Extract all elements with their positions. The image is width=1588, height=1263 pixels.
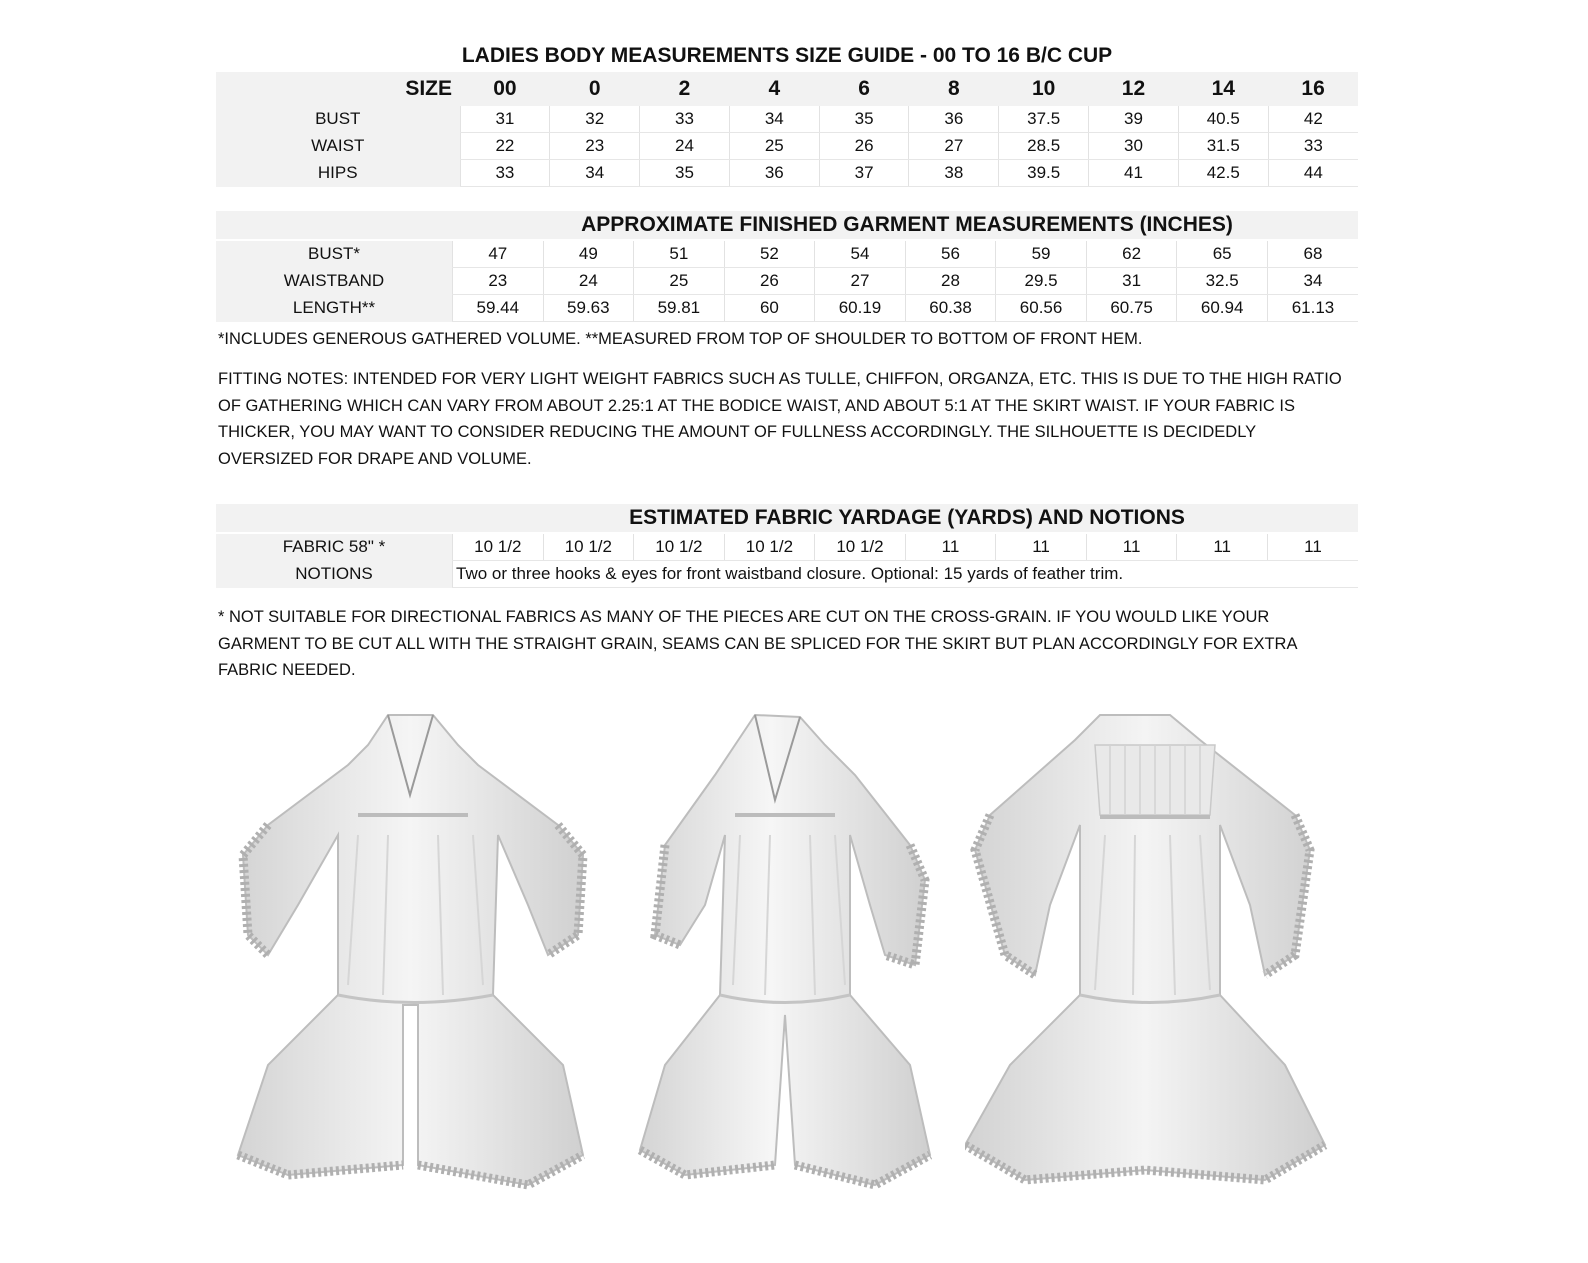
table-cell: 10 1/2 bbox=[634, 534, 725, 561]
table-cell: 61.13 bbox=[1267, 295, 1358, 322]
robe-front-illustration bbox=[228, 705, 600, 1195]
size-header: 10 bbox=[999, 72, 1089, 106]
table-cell: 35 bbox=[819, 106, 909, 133]
fitting-notes-line: OF GATHERING WHICH CAN VARY FROM ABOUT 2.25:1 AT THE BODICE WAIST, AND ABOUT 5:1 AT THE SKIRT WAIST. IF YOUR FABRIC IS bbox=[218, 396, 1296, 415]
table-cell: 11 bbox=[905, 534, 996, 561]
grain-note-line: * NOT SUITABLE FOR DIRECTIONAL FABRICS AS MANY OF THE PIECES ARE CUT ON THE CROSS-GRAIN. IF YOU WOULD LIKE YOUR bbox=[218, 608, 1270, 626]
table-cell: 38 bbox=[909, 160, 999, 187]
table-cell: 11 bbox=[1267, 534, 1358, 561]
table-cell: 28 bbox=[905, 268, 996, 295]
table-cell: 26 bbox=[819, 133, 909, 160]
table-cell: 52 bbox=[724, 241, 815, 268]
size-header: 0 bbox=[550, 72, 640, 106]
size-header-row bbox=[216, 72, 1358, 106]
robe-angle-illustration bbox=[625, 705, 957, 1195]
notions-text: Two or three hooks & eyes for front waistband closure. Optional: 15 yards of feather trim. bbox=[453, 561, 1359, 588]
finished-measurements-table bbox=[216, 241, 1358, 322]
table-cell: 56 bbox=[905, 241, 996, 268]
row-label-notions: NOTIONS bbox=[216, 561, 453, 588]
table-cell: 34 bbox=[550, 160, 640, 187]
size-header: 6 bbox=[819, 72, 909, 106]
table-cell: 36 bbox=[909, 106, 999, 133]
table-cell: 25 bbox=[729, 133, 819, 160]
table-cell: 10 1/2 bbox=[453, 534, 544, 561]
table-cell: 34 bbox=[1267, 268, 1358, 295]
table-row bbox=[216, 268, 1358, 295]
table-cell: 35 bbox=[640, 160, 730, 187]
fitting-notes bbox=[218, 366, 1368, 472]
table-cell: 37 bbox=[819, 160, 909, 187]
table-cell: 37.5 bbox=[999, 106, 1089, 133]
table-cell: 33 bbox=[460, 160, 550, 187]
size-header: 16 bbox=[1268, 72, 1358, 106]
row-label-waistband: WAISTBAND bbox=[216, 268, 453, 295]
table-cell: 24 bbox=[543, 268, 634, 295]
table-row bbox=[216, 106, 1358, 133]
table-cell: 30 bbox=[1089, 133, 1179, 160]
table-cell: 22 bbox=[460, 133, 550, 160]
table-cell: 26 bbox=[724, 268, 815, 295]
table-cell: 47 bbox=[453, 241, 544, 268]
table-cell: 32.5 bbox=[1177, 268, 1268, 295]
table-cell: 11 bbox=[1086, 534, 1177, 561]
table-cell: 39.5 bbox=[999, 160, 1089, 187]
table-cell: 31 bbox=[1086, 268, 1177, 295]
table-cell: 49 bbox=[543, 241, 634, 268]
table-cell: 44 bbox=[1268, 160, 1358, 187]
table-cell: 10 1/2 bbox=[815, 534, 906, 561]
table-cell: 60 bbox=[724, 295, 815, 322]
table-cell: 34 bbox=[729, 106, 819, 133]
fitting-notes-line: OVERSIZED FOR DRAPE AND VOLUME. bbox=[218, 449, 532, 468]
table-cell: 32 bbox=[550, 106, 640, 133]
row-label-waist: WAIST bbox=[216, 133, 460, 160]
finished-footnote: *INCLUDES GENEROUS GATHERED VOLUME. **MEASURED FROM TOP OF SHOULDER TO BOTTOM OF FRONT HEM. bbox=[218, 330, 1143, 348]
table-cell: 42 bbox=[1268, 106, 1358, 133]
table-cell: 36 bbox=[729, 160, 819, 187]
table-cell: 24 bbox=[640, 133, 730, 160]
table-cell: 60.75 bbox=[1086, 295, 1177, 322]
table-row bbox=[216, 295, 1358, 322]
table-cell: 40.5 bbox=[1178, 106, 1268, 133]
table-cell: 59.63 bbox=[543, 295, 634, 322]
size-header: 00 bbox=[460, 72, 550, 106]
finished-garment-title: APPROXIMATE FINISHED GARMENT MEASUREMENTS (INCHES) bbox=[581, 213, 1233, 236]
row-label-bust: BUST bbox=[216, 106, 460, 133]
table-cell: 31 bbox=[460, 106, 550, 133]
size-header: 8 bbox=[909, 72, 999, 106]
row-label-length: LENGTH** bbox=[216, 295, 453, 322]
table-cell: 11 bbox=[996, 534, 1087, 561]
robe-back-illustration bbox=[965, 705, 1345, 1195]
table-cell: 59 bbox=[996, 241, 1087, 268]
size-header: 12 bbox=[1089, 72, 1179, 106]
table-cell: 23 bbox=[550, 133, 640, 160]
size-header: 14 bbox=[1178, 72, 1268, 106]
size-header: 4 bbox=[729, 72, 819, 106]
table-cell: 31.5 bbox=[1178, 133, 1268, 160]
table-cell: 60.38 bbox=[905, 295, 996, 322]
table-cell: 68 bbox=[1267, 241, 1358, 268]
grain-note-line: GARMENT TO BE CUT ALL WITH THE STRAIGHT GRAIN, SEAMS CAN BE SPLICED FOR THE SKIRT BUT PLAN ACCORDINGLY FOR EXTRA bbox=[218, 634, 1298, 653]
table-cell: 28.5 bbox=[999, 133, 1089, 160]
size-label: SIZE bbox=[216, 72, 460, 106]
body-measurements-table bbox=[216, 72, 1358, 187]
table-cell: 33 bbox=[1268, 133, 1358, 160]
table-cell: 10 1/2 bbox=[543, 534, 634, 561]
table-row bbox=[216, 561, 1358, 588]
table-row bbox=[216, 160, 1358, 187]
table-cell: 42.5 bbox=[1178, 160, 1268, 187]
table-cell: 27 bbox=[815, 268, 906, 295]
size-header: 2 bbox=[640, 72, 730, 106]
grain-note bbox=[218, 604, 1368, 684]
table-cell: 59.44 bbox=[453, 295, 544, 322]
table-cell: 54 bbox=[815, 241, 906, 268]
body-guide-title: LADIES BODY MEASUREMENTS SIZE GUIDE - 00 TO 16 B/C CUP bbox=[461, 44, 1113, 67]
table-row bbox=[216, 534, 1358, 561]
fitting-notes-line: THICKER, YOU MAY WANT TO CONSIDER REDUCING THE AMOUNT OF FULLNESS ACCORDINGLY. THE SILHOUETTE IS DECIDEDLY bbox=[218, 423, 1257, 441]
table-row bbox=[216, 133, 1358, 160]
table-row bbox=[216, 241, 1358, 268]
fitting-notes-line: FITTING NOTES: INTENDED FOR VERY LIGHT WEIGHT FABRICS SUCH AS TULLE, CHIFFON, ORGANZA, ETC. THIS IS DUE TO THE HIGH RATIO bbox=[218, 370, 1342, 388]
table-cell: 51 bbox=[634, 241, 725, 268]
table-cell: 60.94 bbox=[1177, 295, 1268, 322]
yardage-table bbox=[216, 534, 1358, 588]
table-cell: 65 bbox=[1177, 241, 1268, 268]
row-label-hips: HIPS bbox=[216, 160, 460, 187]
table-cell: 27 bbox=[909, 133, 999, 160]
table-cell: 59.81 bbox=[634, 295, 725, 322]
table-cell: 41 bbox=[1089, 160, 1179, 187]
table-cell: 25 bbox=[634, 268, 725, 295]
table-cell: 11 bbox=[1177, 534, 1268, 561]
table-cell: 39 bbox=[1089, 106, 1179, 133]
row-label-bust-finished: BUST* bbox=[216, 241, 453, 268]
row-label-fabric: FABRIC 58" * bbox=[216, 534, 453, 561]
yardage-title: ESTIMATED FABRIC YARDAGE (YARDS) AND NOTIONS bbox=[629, 506, 1185, 529]
table-cell: 62 bbox=[1086, 241, 1177, 268]
grain-note-line: FABRIC NEEDED. bbox=[218, 661, 356, 679]
table-cell: 60.56 bbox=[996, 295, 1087, 322]
table-cell: 60.19 bbox=[815, 295, 906, 322]
table-cell: 33 bbox=[640, 106, 730, 133]
table-cell: 29.5 bbox=[996, 268, 1087, 295]
table-cell: 10 1/2 bbox=[724, 534, 815, 561]
table-cell: 23 bbox=[453, 268, 544, 295]
